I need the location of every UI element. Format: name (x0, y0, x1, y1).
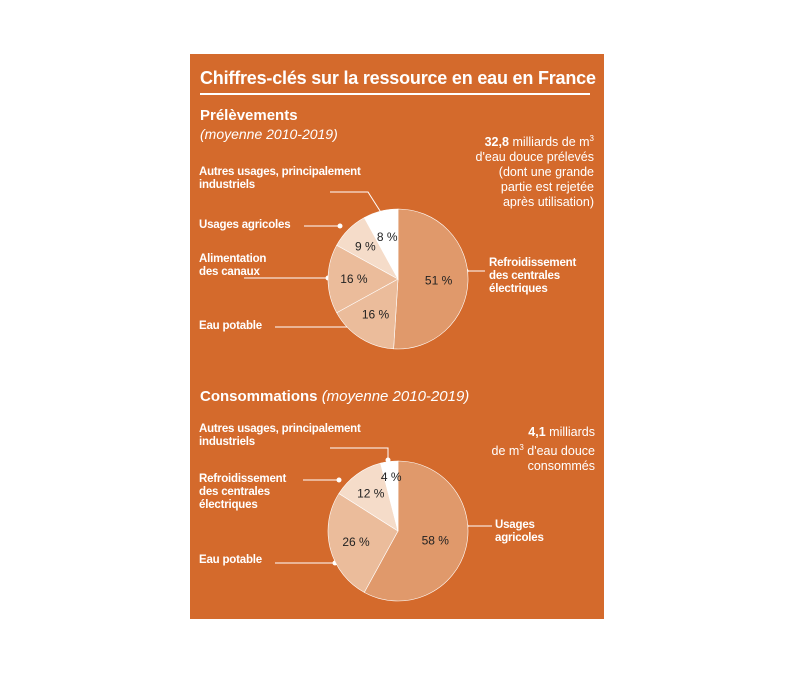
infographic-title: Chiffres-clés sur la ressource en eau en France (200, 67, 590, 95)
consommations-title: Consommations (200, 388, 318, 405)
prel-label-agricoles: Usages agricoles (199, 219, 291, 231)
leader-cons-refroid-dot (337, 478, 342, 483)
cons-slice-label-0: 58 % (421, 533, 449, 548)
leader-prel-agricoles-dot (338, 224, 343, 229)
cons-label-eau: Eau potable (199, 554, 262, 566)
consommations-subtitle: (moyenne 2010-2019) (321, 388, 470, 405)
prelevements-info-line4: partie est rejetée (500, 180, 594, 195)
prelevements-info-line1: milliards de m (512, 135, 590, 150)
cons-label-autres-line2: industriels (199, 436, 255, 448)
prel-label-canaux-line1: Alimentation (199, 253, 267, 265)
pie-prelevements (328, 209, 468, 349)
prel-label-eau: Eau potable (199, 320, 262, 332)
consommations-info-bold: 4,1 (528, 425, 546, 439)
prel-slice-label-3: 9 % (354, 239, 376, 254)
prel-slice-label-4: 8 % (376, 230, 398, 244)
prel-label-refroid-line3: électriques (489, 283, 548, 295)
prel-label-refroid-line2: des centrales (489, 270, 560, 282)
cons-slice-label-2: 12 % (357, 486, 385, 501)
prel-label-autres-line1: Autres usages, principalement (199, 166, 361, 178)
cons-label-refroid-line2: des centrales (199, 486, 270, 498)
cons-label-refroid-line1: Refroidissement (199, 473, 287, 485)
consommations-info-line1: milliards (549, 425, 595, 439)
leader-prel-autres (330, 192, 382, 214)
cons-label-agricoles-line2: agricoles (495, 532, 544, 544)
prelevements-subtitle: (moyenne 2010-2019) (200, 126, 338, 142)
prelevements-info-sup: 3 (589, 134, 594, 143)
consommations-info-line2a: de m (491, 444, 520, 459)
cons-slice-label-1: 26 % (342, 534, 370, 549)
prelevements-info-line3: (dont une grande (498, 165, 594, 180)
cons-label-autres-line1: Autres usages, principalement (199, 423, 361, 435)
prel-slice-label-1: 16 % (361, 307, 390, 322)
prel-label-autres-line2: industriels (199, 179, 255, 191)
pie-consommations (328, 461, 468, 601)
prelevements-title: Prélèvements (200, 107, 298, 124)
prel-slice-label-0: 51 % (424, 273, 453, 288)
prel-slice-label-2: 16 % (340, 272, 368, 286)
prel-label-canaux-line2: des canaux (199, 266, 260, 278)
leader-cons-autres (330, 448, 388, 460)
consommations-info-sup: 3 (519, 443, 524, 452)
cons-slice-label-3: 4 % (380, 469, 402, 484)
prelevements-info-line5: après utilisation) (502, 195, 594, 210)
cons-label-agricoles-line1: Usages (495, 519, 535, 531)
consommations-info-line2b: d'eau douce (527, 444, 595, 459)
prelevements-info-bold: 32,8 (484, 135, 509, 150)
cons-label-refroid-line3: électriques (199, 499, 258, 511)
prelevements-info-line2: d'eau douce prélevés (475, 150, 594, 165)
consommations-info-line3: consommés (527, 459, 595, 474)
prel-label-refroid-line1: Refroidissement (489, 257, 577, 269)
